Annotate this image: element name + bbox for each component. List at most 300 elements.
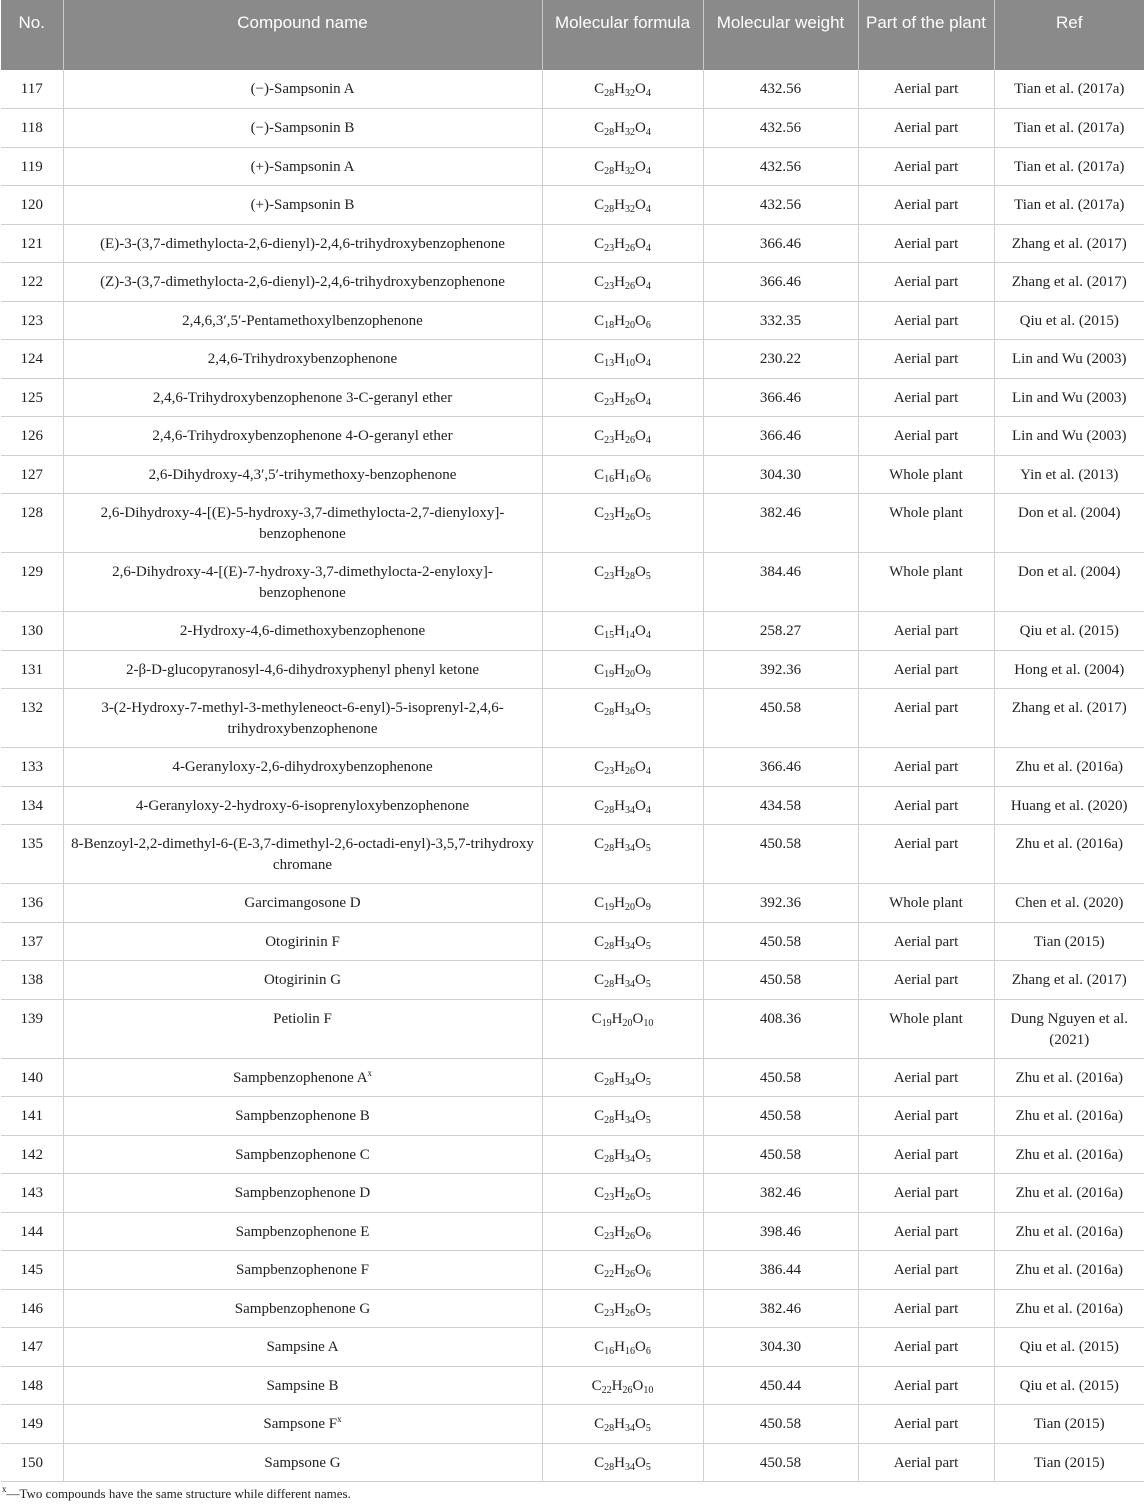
formula-element: O (635, 836, 646, 852)
table-row (1, 884, 1144, 923)
cell-ref: Tian et al. (2017a) (994, 70, 1144, 109)
cell-molecular-formula (542, 186, 703, 225)
cell-part-of-plant: Aerial part (858, 109, 994, 148)
formula-element: O (635, 564, 646, 580)
cell-compound-name (63, 494, 542, 553)
cell-molecular-formula (542, 922, 703, 961)
formula-element: O (635, 274, 646, 290)
header-compound-name: Compound name (63, 0, 542, 70)
compound-name-text: 2,6-Dihydroxy-4,3′,5′-trihymethoxy-benzophenone (148, 466, 457, 483)
header-part-of-plant: Part of the plant (858, 0, 994, 70)
cell-no: 130 (1, 612, 63, 651)
cell-no: 137 (1, 922, 63, 961)
cell-no: 123 (1, 301, 63, 340)
cell-ref: Don et al. (2004) (994, 494, 1144, 553)
cell-compound-name (63, 1443, 542, 1482)
formula-count: 34 (625, 1423, 635, 1434)
formula-count: 20 (625, 902, 635, 913)
cell-no: 145 (1, 1251, 63, 1290)
cell-compound-name (63, 1135, 542, 1174)
formula-element: O (635, 1069, 646, 1086)
cell-molecular-formula (542, 70, 703, 109)
cell-compound-name (63, 748, 542, 787)
compound-name-text: 2,6-Dihydroxy-4-[(E)-7-hydroxy-3,7-dimethylocta-2-enyloxy]-benzophenone (112, 564, 493, 601)
table-row (1, 417, 1144, 456)
formula-element: C (594, 1223, 605, 1240)
formula-count: 6 (645, 1269, 651, 1280)
cell-compound-name (63, 1405, 542, 1444)
cell-molecular-weight: 382.46 (703, 1289, 858, 1328)
cell-ref: Tian (2015) (994, 922, 1144, 961)
formula-count: 28 (604, 1076, 615, 1088)
cell-compound-name (63, 1289, 542, 1328)
formula-element: H (614, 505, 625, 521)
table-row (1, 340, 1144, 379)
cell-molecular-weight: 450.58 (703, 1135, 858, 1174)
formula-element: C (594, 428, 605, 444)
cell-ref: Tian (2015) (994, 1443, 1144, 1482)
formula-element: C (594, 1339, 605, 1355)
cell-part-of-plant: Aerial part (858, 1251, 994, 1290)
header-no: No. (1, 0, 63, 70)
cell-molecular-weight: 408.36 (703, 999, 858, 1058)
footnote-marker: x (337, 1414, 342, 1424)
formula-element: C (594, 1416, 605, 1432)
cell-molecular-formula (542, 553, 703, 612)
cell-compound-name (63, 612, 542, 651)
formula-count: 26 (625, 435, 635, 446)
cell-part-of-plant: Aerial part (858, 340, 994, 379)
formula-element: H (614, 1262, 625, 1278)
formula-element: O (635, 351, 646, 367)
cell-part-of-plant: Aerial part (858, 1174, 994, 1213)
cell-molecular-formula (542, 1405, 703, 1444)
cell-ref: Hong et al. (2004) (994, 650, 1144, 689)
formula-element: O (635, 661, 646, 678)
cell-no: 129 (1, 553, 63, 612)
cell-molecular-weight: 450.58 (703, 825, 858, 884)
cell-molecular-formula (542, 689, 703, 748)
cell-no: 149 (1, 1405, 63, 1444)
cell-no: 147 (1, 1328, 63, 1367)
cell-compound-name (63, 455, 542, 494)
formula-count: 34 (625, 1461, 635, 1473)
formula-count: 28 (604, 979, 615, 990)
cell-molecular-weight: 432.56 (703, 147, 858, 186)
cell-molecular-formula (542, 1289, 703, 1328)
formula-element: H (614, 1339, 625, 1355)
cell-part-of-plant: Whole plant (858, 999, 994, 1058)
table-row (1, 263, 1144, 302)
formula-element: H (614, 1223, 625, 1240)
formula-element: O (635, 1416, 646, 1432)
cell-molecular-formula (542, 612, 703, 651)
cell-no: 127 (1, 455, 63, 494)
formula-element: C (594, 466, 605, 483)
table-row (1, 224, 1144, 263)
table-row (1, 1135, 1144, 1174)
cell-part-of-plant: Aerial part (858, 1135, 994, 1174)
cell-ref: Zhu et al. (2016a) (994, 1097, 1144, 1136)
formula-element: O (635, 1223, 646, 1240)
cell-molecular-weight: 432.56 (703, 70, 858, 109)
cell-compound-name (63, 650, 542, 689)
formula-element: C (594, 235, 605, 252)
formula-element: C (591, 1377, 602, 1394)
cell-compound-name (63, 999, 542, 1058)
compound-name-text: 2-β-D-glucopyranosyl-4,6-dihydroxyphenyl phenyl ketone (126, 661, 479, 678)
formula-element: C (594, 759, 605, 775)
formula-count: 5 (645, 843, 651, 854)
cell-compound-name (63, 1174, 542, 1213)
formula-element: H (614, 428, 625, 444)
formula-element: C (594, 158, 605, 175)
cell-molecular-formula (542, 825, 703, 884)
cell-no: 139 (1, 999, 63, 1058)
footnote-text: —Two compounds have the same structure while different names. (6, 1486, 351, 1501)
formula-count: 26 (625, 242, 635, 254)
cell-molecular-formula (542, 961, 703, 1000)
cell-molecular-formula (542, 147, 703, 186)
formula-element: H (614, 197, 625, 213)
formula-element: C (594, 564, 605, 580)
formula-element: C (594, 312, 605, 329)
formula-count: 28 (604, 204, 615, 215)
formula-element: O (635, 81, 646, 97)
formula-count: 5 (645, 1192, 651, 1203)
cell-molecular-formula (542, 455, 703, 494)
compound-name-text: 2,4,6-Trihydroxybenzophenone 3-C-geranyl ether (152, 389, 453, 406)
cell-no: 134 (1, 786, 63, 825)
formula-count: 26 (625, 1269, 635, 1280)
cell-compound-name (63, 378, 542, 417)
table-row (1, 1097, 1144, 1136)
cell-compound-name (63, 417, 542, 456)
cell-ref: Qiu et al. (2015) (994, 1328, 1144, 1367)
formula-count: 5 (645, 512, 651, 523)
formula-count: 5 (645, 1153, 651, 1165)
formula-count: 9 (645, 902, 651, 913)
compound-name-text: 2,6-Dihydroxy-4-[(E)-5-hydroxy-3,7-dimethylocta-2,7-dienyloxy]-benzophenone (100, 505, 505, 542)
cell-molecular-formula (542, 1058, 703, 1097)
cell-molecular-weight: 366.46 (703, 378, 858, 417)
cell-no: 119 (1, 147, 63, 186)
formula-element: C (594, 933, 605, 950)
formula-count: 4 (645, 630, 651, 641)
formula-element: C (594, 1108, 605, 1124)
table-row (1, 1289, 1144, 1328)
cell-compound-name (63, 263, 542, 302)
cell-ref: Qiu et al. (2015) (994, 612, 1144, 651)
formula-element: H (611, 1010, 623, 1027)
compound-name-text: Sampbenzophenone G (234, 1300, 371, 1317)
table-row (1, 1405, 1144, 1444)
formula-count: 23 (604, 281, 615, 292)
formula-count: 5 (645, 1076, 651, 1088)
table-row (1, 786, 1144, 825)
formula-element: H (611, 1377, 623, 1394)
formula-count: 4 (645, 396, 651, 408)
cell-ref: Don et al. (2004) (994, 553, 1144, 612)
cell-part-of-plant: Aerial part (858, 786, 994, 825)
header-molecular-formula: Molecular formula (542, 0, 703, 70)
cell-molecular-weight: 332.35 (703, 301, 858, 340)
formula-element: H (614, 351, 625, 367)
cell-molecular-weight: 398.46 (703, 1212, 858, 1251)
cell-molecular-weight: 366.46 (703, 263, 858, 302)
cell-molecular-weight: 258.27 (703, 612, 858, 651)
table-row (1, 689, 1144, 748)
table-row (1, 455, 1144, 494)
formula-count: 5 (645, 940, 651, 952)
cell-no: 118 (1, 109, 63, 148)
formula-element: C (594, 972, 605, 988)
formula-count: 34 (625, 1115, 635, 1126)
table-row (1, 70, 1144, 109)
table-body (1, 70, 1144, 1482)
cell-ref: Zhang et al. (2017) (994, 224, 1144, 263)
formula-count: 10 (625, 358, 635, 369)
cell-ref: Zhang et al. (2017) (994, 961, 1144, 1000)
cell-ref: Lin and Wu (2003) (994, 378, 1144, 417)
table-header (1, 0, 1144, 70)
formula-element: H (614, 1185, 625, 1201)
cell-molecular-weight: 434.58 (703, 786, 858, 825)
formula-element: O (635, 197, 646, 213)
cell-molecular-formula (542, 494, 703, 553)
compound-name-text: Sampbenzophenone C (235, 1146, 370, 1163)
cell-molecular-weight: 392.36 (703, 650, 858, 689)
cell-part-of-plant: Aerial part (858, 1289, 994, 1328)
formula-count: 32 (625, 88, 635, 99)
formula-count: 19 (601, 1017, 612, 1029)
formula-count: 26 (625, 396, 635, 408)
cell-part-of-plant: Aerial part (858, 922, 994, 961)
formula-count: 26 (625, 281, 635, 292)
cell-compound-name (63, 961, 542, 1000)
formula-element: H (614, 158, 625, 175)
cell-no: 124 (1, 340, 63, 379)
formula-count: 20 (625, 668, 635, 680)
cell-molecular-weight: 304.30 (703, 455, 858, 494)
formula-element: H (614, 623, 625, 639)
cell-compound-name (63, 147, 542, 186)
cell-ref: Zhu et al. (2016a) (994, 1289, 1144, 1328)
cell-molecular-formula (542, 1097, 703, 1136)
cell-part-of-plant: Aerial part (858, 224, 994, 263)
table-row (1, 999, 1144, 1058)
formula-count: 32 (625, 127, 635, 138)
cell-ref: Zhu et al. (2016a) (994, 748, 1144, 787)
cell-compound-name (63, 109, 542, 148)
formula-count: 26 (622, 1384, 633, 1396)
formula-element: H (614, 797, 625, 814)
compound-name-text: Sampsone G (264, 1454, 341, 1471)
cell-part-of-plant: Aerial part (858, 1212, 994, 1251)
cell-no: 121 (1, 224, 63, 263)
formula-element: C (594, 623, 605, 639)
formula-count: 23 (604, 396, 615, 408)
formula-element: H (614, 759, 625, 775)
formula-count: 32 (625, 204, 635, 215)
formula-count: 23 (604, 1307, 615, 1319)
cell-no: 146 (1, 1289, 63, 1328)
cell-compound-name (63, 1251, 542, 1290)
compound-name-text: 2,4,6-Trihydroxybenzophenone 4-O-geranyl ether (152, 428, 453, 444)
cell-part-of-plant: Aerial part (858, 1097, 994, 1136)
table-row (1, 553, 1144, 612)
table-row (1, 186, 1144, 225)
cell-no: 132 (1, 689, 63, 748)
formula-element: C (594, 1262, 605, 1278)
formula-count: 19 (604, 668, 615, 680)
formula-count: 5 (645, 1115, 651, 1126)
compound-name-text: Sampbenzophenone D (234, 1185, 371, 1201)
cell-no: 120 (1, 186, 63, 225)
formula-element: O (635, 1108, 646, 1124)
formula-count: 34 (625, 707, 635, 718)
cell-molecular-formula (542, 1174, 703, 1213)
compound-name-text: (Z)-3-(3,7-dimethylocta-2,6-dienyl)-2,4,6-trihydroxybenzophenone (100, 274, 505, 290)
header-ref: Ref (994, 0, 1144, 70)
cell-part-of-plant: Whole plant (858, 494, 994, 553)
formula-count: 28 (604, 804, 615, 816)
cell-part-of-plant: Aerial part (858, 378, 994, 417)
compound-name-text: Sampbenzophenone A (232, 1069, 368, 1086)
cell-ref: Lin and Wu (2003) (994, 340, 1144, 379)
cell-no: 131 (1, 650, 63, 689)
cell-ref: Qiu et al. (2015) (994, 1366, 1144, 1405)
cell-part-of-plant: Aerial part (858, 301, 994, 340)
formula-element: C (594, 661, 605, 678)
formula-count: 4 (645, 281, 651, 292)
formula-count: 5 (645, 707, 651, 718)
formula-count: 23 (604, 512, 615, 523)
cell-part-of-plant: Aerial part (858, 612, 994, 651)
formula-element: O (635, 120, 646, 136)
cell-compound-name (63, 1212, 542, 1251)
cell-molecular-formula (542, 884, 703, 923)
formula-count: 34 (625, 1153, 635, 1165)
formula-element: C (594, 1185, 605, 1201)
cell-part-of-plant: Aerial part (858, 1328, 994, 1367)
formula-element: C (594, 1069, 605, 1086)
formula-count: 5 (645, 979, 651, 990)
formula-count: 28 (604, 1461, 615, 1473)
cell-part-of-plant: Aerial part (858, 1443, 994, 1482)
cell-compound-name (63, 884, 542, 923)
cell-no: 141 (1, 1097, 63, 1136)
formula-count: 10 (643, 1384, 654, 1396)
formula-element: H (614, 466, 625, 483)
cell-molecular-weight: 384.46 (703, 553, 858, 612)
cell-ref: Lin and Wu (2003) (994, 417, 1144, 456)
table-row (1, 922, 1144, 961)
cell-compound-name (63, 689, 542, 748)
cell-ref: Zhu et al. (2016a) (994, 1058, 1144, 1097)
formula-element: H (614, 564, 625, 580)
cell-molecular-weight: 450.58 (703, 689, 858, 748)
cell-part-of-plant: Aerial part (858, 689, 994, 748)
header-molecular-weight: Molecular weight (703, 0, 858, 70)
formula-count: 28 (604, 88, 615, 99)
formula-count: 16 (625, 1346, 635, 1357)
formula-count: 26 (625, 1307, 635, 1319)
formula-count: 13 (604, 358, 615, 369)
cell-ref: Qiu et al. (2015) (994, 301, 1144, 340)
cell-no: 126 (1, 417, 63, 456)
cell-ref: Huang et al. (2020) (994, 786, 1144, 825)
cell-molecular-weight: 230.22 (703, 340, 858, 379)
cell-molecular-formula (542, 109, 703, 148)
cell-molecular-weight: 382.46 (703, 494, 858, 553)
compound-name-text: Otogirinin G (263, 972, 342, 988)
cell-ref: Zhang et al. (2017) (994, 689, 1144, 748)
cell-molecular-weight: 450.58 (703, 1405, 858, 1444)
cell-no: 150 (1, 1443, 63, 1482)
cell-compound-name (63, 825, 542, 884)
formula-count: 28 (604, 165, 615, 177)
cell-no: 140 (1, 1058, 63, 1097)
compound-name-text: 2-Hydroxy-4,6-dimethoxybenzophenone (179, 623, 426, 639)
cell-molecular-formula (542, 1251, 703, 1290)
formula-element: H (614, 81, 625, 97)
cell-part-of-plant: Aerial part (858, 1058, 994, 1097)
formula-count: 6 (645, 473, 651, 485)
compound-name-text: Garcimangosone D (244, 895, 361, 911)
compound-table (1, 0, 1144, 1482)
formula-element: C (594, 274, 605, 290)
formula-element: O (635, 389, 646, 406)
cell-no: 148 (1, 1366, 63, 1405)
formula-element: C (594, 120, 605, 136)
table-row (1, 1328, 1144, 1367)
cell-no: 117 (1, 70, 63, 109)
cell-molecular-weight: 450.58 (703, 922, 858, 961)
cell-no: 135 (1, 825, 63, 884)
formula-count: 5 (645, 1461, 651, 1473)
formula-count: 16 (604, 1346, 615, 1357)
compound-name-text: (+)-Sampsonin B (250, 197, 355, 213)
formula-count: 5 (645, 571, 651, 582)
formula-element: H (614, 933, 625, 950)
formula-count: 5 (645, 1307, 651, 1319)
formula-count: 6 (645, 1346, 651, 1357)
formula-count: 22 (604, 1269, 615, 1280)
cell-molecular-weight: 450.58 (703, 1097, 858, 1136)
formula-count: 10 (643, 1017, 654, 1029)
table-row (1, 825, 1144, 884)
cell-molecular-formula (542, 1328, 703, 1367)
cell-molecular-weight: 366.46 (703, 224, 858, 263)
formula-count: 34 (625, 940, 635, 952)
cell-molecular-weight: 450.58 (703, 1443, 858, 1482)
cell-molecular-weight: 382.46 (703, 1174, 858, 1213)
table-row (1, 1443, 1144, 1482)
cell-part-of-plant: Whole plant (858, 455, 994, 494)
compound-name-text: Sampsone F (263, 1416, 338, 1432)
formula-element: H (614, 1069, 625, 1086)
formula-count: 4 (645, 242, 651, 254)
cell-ref: Dung Nguyen et al. (2021) (994, 999, 1144, 1058)
formula-count: 4 (645, 358, 651, 369)
cell-compound-name (63, 301, 542, 340)
formula-element: C (594, 895, 605, 911)
cell-ref: Tian (2015) (994, 1405, 1144, 1444)
cell-no: 144 (1, 1212, 63, 1251)
table-row (1, 301, 1144, 340)
formula-element: H (614, 1146, 625, 1163)
